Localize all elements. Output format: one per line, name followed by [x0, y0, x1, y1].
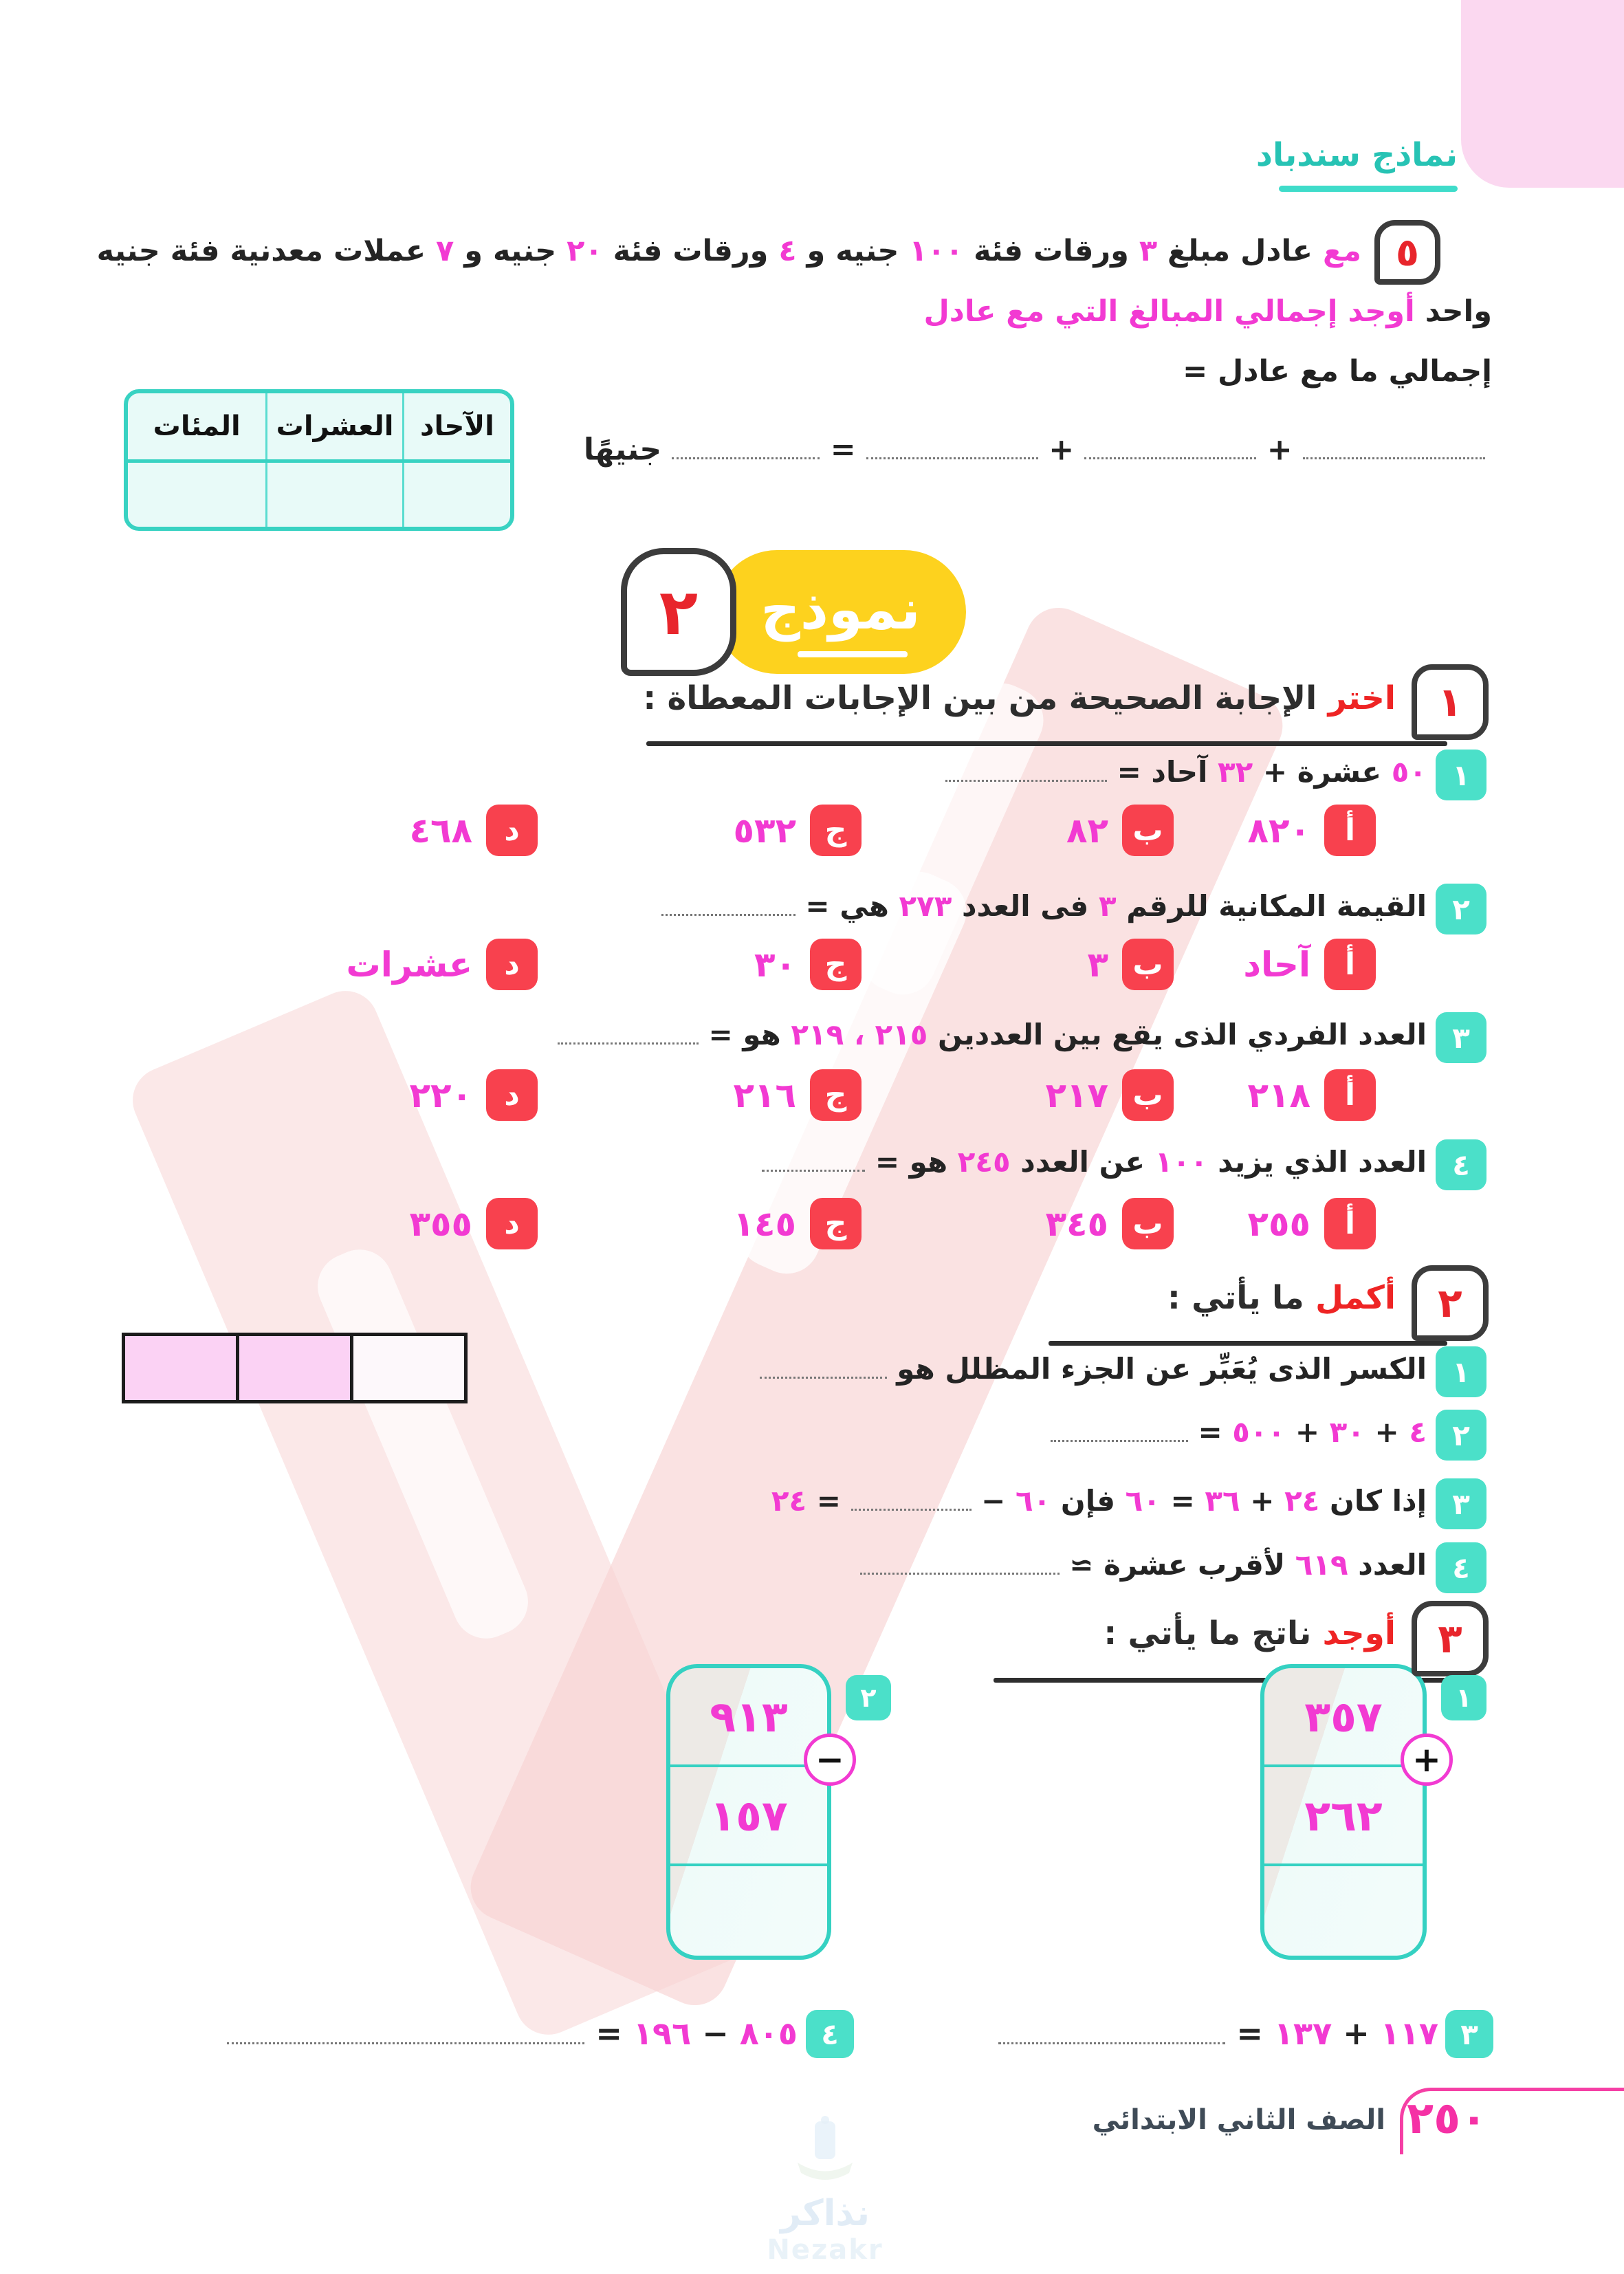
text-segment: +	[1285, 1415, 1330, 1449]
question-1-3-badge: ٣	[1436, 1012, 1486, 1063]
text-segment: ٣٠	[1329, 1415, 1365, 1449]
option-letter-badge[interactable]: د	[486, 1198, 538, 1249]
text-segment: ورقات فئة	[963, 234, 1139, 268]
question-1-4	[762, 1145, 1427, 1179]
text-segment: ٦١٩	[1295, 1548, 1348, 1582]
text-segment: =	[820, 432, 866, 468]
text-segment: −	[971, 1484, 1016, 1518]
text-segment: ورقات فئة	[602, 234, 779, 268]
option-value[interactable]: ٥٣٢	[733, 810, 796, 851]
question-2-3	[771, 1484, 1427, 1518]
text-segment: =	[1160, 1484, 1205, 1518]
option-1-2-a[interactable]	[1243, 939, 1376, 990]
question5-number-badge: ٥	[1374, 220, 1440, 285]
option-1-4-d[interactable]	[409, 1198, 538, 1249]
answer-blank[interactable]	[227, 2015, 584, 2044]
text-segment: جنيه و	[454, 234, 567, 268]
section2-underline	[1049, 1341, 1447, 1346]
option-value[interactable]: ٤٦٨	[409, 810, 472, 851]
option-value[interactable]: ٣٠	[754, 944, 796, 985]
option-value[interactable]: ٨٢٠	[1247, 810, 1310, 851]
subtraction-bottom-number: ١٥٧	[670, 1764, 827, 1863]
option-letter-badge[interactable]: ب	[1122, 939, 1174, 990]
fraction-cell-shaded	[125, 1336, 239, 1400]
option-value[interactable]: ٢٢٠	[409, 1075, 472, 1115]
option-letter-badge[interactable]: أ	[1324, 805, 1376, 856]
text-segment: +	[1038, 432, 1085, 468]
section1-underline	[646, 741, 1447, 746]
question-2-2	[1051, 1415, 1427, 1449]
option-letter-badge[interactable]: ج	[810, 805, 862, 856]
option-letter-badge[interactable]: ج	[810, 1198, 862, 1249]
question-1-2	[661, 889, 1427, 923]
question-1-4-badge: ٤	[1436, 1139, 1486, 1190]
section3-title-rest: ناتج ما يأتي :	[1104, 1615, 1323, 1652]
option-value[interactable]: عشرات	[346, 944, 472, 985]
question5-line2	[923, 294, 1492, 329]
text-segment: −	[691, 2015, 740, 2052]
text-segment: ٣	[1139, 234, 1158, 268]
text-segment: العدد	[1348, 1548, 1427, 1582]
answer-blank[interactable]	[998, 2015, 1225, 2044]
text-segment: العدد الفردي الذى يقع بين العددين	[928, 1018, 1427, 1051]
option-1-4-b[interactable]	[1045, 1198, 1174, 1249]
text-segment: ٢٤٥	[957, 1145, 1011, 1179]
publisher-name-latin: Nezakr	[767, 2234, 884, 2266]
text-segment: ٤	[778, 234, 797, 268]
text-segment: ٣٦	[1205, 1484, 1240, 1518]
publisher-watermark	[701, 2114, 949, 2266]
section1-title-keyword: اختر	[1328, 679, 1396, 717]
publisher-logo-icon	[701, 2114, 949, 2193]
place-value-table	[124, 389, 514, 531]
section3-number-badge: ٣	[1412, 1601, 1489, 1676]
answer-blank[interactable]	[672, 432, 820, 459]
text-segment: ٢٤	[1284, 1484, 1320, 1518]
option-value[interactable]: ٣٤٥	[1045, 1203, 1108, 1244]
option-1-2-b[interactable]	[1087, 939, 1174, 990]
addition-top-number: ٣٥٧	[1304, 1691, 1383, 1742]
text-segment: عن العدد	[1010, 1145, 1155, 1179]
option-value[interactable]: ٣٥٥	[409, 1203, 472, 1244]
header-hundreds: المئات	[153, 411, 241, 442]
operation-box1-badge: ١	[1441, 1675, 1486, 1720]
text-segment: =	[1225, 2015, 1274, 2052]
fraction-model	[122, 1333, 468, 1403]
option-1-4-c[interactable]	[733, 1198, 862, 1249]
question-1-2-badge: ٢	[1436, 884, 1486, 934]
answer-blank[interactable]	[1051, 1415, 1188, 1442]
model-number-badge: ٢	[621, 548, 736, 676]
option-letter-badge[interactable]: د	[486, 939, 538, 990]
corner-decoration	[1461, 0, 1624, 188]
text-segment: ٦٠	[1015, 1484, 1051, 1518]
text-segment: القيمة المكانية للرقم	[1116, 889, 1427, 923]
text-segment: ١٠٠	[909, 234, 964, 268]
answer-blank[interactable]	[661, 889, 795, 916]
text-segment: فى العدد	[952, 889, 1099, 923]
question5-equation	[584, 432, 1485, 467]
answer-blank[interactable]	[945, 755, 1107, 782]
question-2-1	[760, 1352, 1427, 1386]
option-letter-badge[interactable]: ب	[1122, 805, 1174, 856]
section2-number-badge: ٢	[1412, 1265, 1489, 1341]
vertical-subtraction-box	[666, 1664, 831, 1960]
publisher-name-arabic: نذاكر	[780, 2193, 870, 2234]
section1-title	[643, 679, 1396, 717]
option-1-1-b[interactable]	[1066, 805, 1174, 856]
answer-blank[interactable]	[1303, 432, 1485, 459]
addition-answer-cell[interactable]	[1264, 1863, 1423, 1960]
option-1-3-d[interactable]	[409, 1069, 538, 1121]
text-segment: ٧	[436, 234, 454, 268]
text-segment: =	[806, 1484, 851, 1518]
option-value[interactable]: آحاد	[1243, 944, 1310, 985]
place-value-header-row	[128, 393, 510, 463]
operation-box2-badge: ٢	[846, 1675, 891, 1720]
section3-title-keyword: أوجد	[1322, 1615, 1396, 1652]
section1-number-badge: ١	[1412, 664, 1489, 740]
text-segment: ٣	[1098, 889, 1117, 923]
vertical-addition-box	[1260, 1664, 1427, 1960]
option-letter-badge[interactable]: د	[486, 1069, 538, 1121]
text-segment: ٢١٥ ، ٢١٩	[791, 1018, 928, 1051]
text-segment: واحد	[1414, 294, 1492, 329]
section2-title-keyword: أكمل	[1315, 1279, 1396, 1317]
question-2-4-badge: ٤	[1436, 1542, 1486, 1593]
text-segment: ١٣٧	[1273, 2015, 1332, 2052]
answer-blank[interactable]	[760, 1352, 887, 1379]
text-segment: +	[1240, 1484, 1285, 1518]
text-segment: فإن	[1051, 1484, 1126, 1518]
model-banner	[715, 550, 966, 674]
series-title-underline	[1279, 186, 1458, 192]
text-segment: إذا كان	[1319, 1484, 1427, 1518]
question5-line3: إجمالي ما مع عادل =	[1183, 354, 1492, 389]
option-1-3-c[interactable]	[733, 1069, 862, 1121]
text-segment: +	[1364, 1415, 1409, 1449]
text-segment: جنيه و	[796, 234, 910, 268]
hundreds-answer-cell[interactable]	[128, 463, 265, 531]
text-segment: =	[584, 2015, 633, 2052]
option-1-4-a[interactable]	[1247, 1198, 1376, 1249]
option-value[interactable]: ٨٢	[1066, 810, 1108, 851]
model-banner-label: نموذج	[760, 577, 921, 642]
question-2-1-badge: ١	[1436, 1346, 1486, 1397]
text-segment: ٦٠	[1125, 1484, 1161, 1518]
text-segment: ١٩٦	[633, 2015, 692, 2052]
option-value[interactable]: ٢١٨	[1247, 1075, 1310, 1115]
text-segment: أوجد إجمالي المبالغ التي مع عادل	[923, 294, 1415, 329]
text-segment: +	[1256, 432, 1303, 468]
option-1-1-a[interactable]	[1247, 805, 1376, 856]
answer-blank[interactable]	[866, 432, 1038, 459]
answer-blank[interactable]	[860, 1548, 1060, 1575]
question-3-4-badge: ٤	[806, 2010, 854, 2058]
section2-title-rest: ما يأتي :	[1167, 1279, 1316, 1317]
option-letter-badge[interactable]: د	[486, 805, 538, 856]
option-1-3-a[interactable]	[1247, 1069, 1376, 1121]
section1-title-rest: الإجابة الصحيحة من بين الإجابات المعطاة :	[643, 679, 1328, 717]
place-value-answer-row	[128, 463, 510, 531]
option-1-1-d[interactable]	[409, 805, 538, 856]
fraction-cell-shaded	[239, 1336, 353, 1400]
subtraction-top-number: ٩١٣	[710, 1691, 788, 1742]
option-value[interactable]: ١٤٥	[733, 1203, 796, 1244]
grade-label: الصف الثاني الابتدائي	[1092, 2104, 1385, 2136]
text-segment: مع	[1313, 234, 1361, 268]
header-ones: الآحاد	[402, 393, 510, 459]
option-letter-badge[interactable]: أ	[1324, 939, 1376, 990]
text-segment: ٢٤	[771, 1484, 807, 1518]
answer-blank[interactable]	[558, 1018, 699, 1045]
question-2-4	[860, 1548, 1427, 1582]
question-3-3-badge: ٣	[1445, 2010, 1493, 2058]
text-segment: جنيهًا	[583, 432, 672, 468]
text-segment: الكسر الذى يُعَبِّر عن الجزء المظلل هو	[886, 1352, 1427, 1386]
text-segment: عادل مبلغ	[1157, 234, 1313, 268]
question-2-2-badge: ٢	[1436, 1410, 1486, 1461]
text-segment: العدد الذي يزيد	[1207, 1145, 1427, 1179]
text-segment: +	[1332, 2015, 1381, 2052]
question-3-3	[998, 2015, 1438, 2052]
text-segment: هي =	[795, 889, 899, 923]
text-segment: هو =	[865, 1145, 958, 1179]
question-1-3	[558, 1018, 1427, 1051]
text-segment: ٤	[1409, 1415, 1427, 1449]
series-title: نماذج سندباد	[1255, 136, 1458, 174]
option-value[interactable]: ٢١٦	[733, 1075, 796, 1115]
answer-blank[interactable]	[851, 1484, 972, 1511]
text-segment: ٢٠	[567, 234, 603, 268]
fraction-cell-empty	[353, 1336, 464, 1400]
subtraction-answer-cell[interactable]	[670, 1863, 827, 1960]
option-value[interactable]: ٢٥٥	[1247, 1203, 1310, 1244]
minus-icon: −	[804, 1734, 856, 1786]
option-letter-badge[interactable]: ب	[1122, 1198, 1174, 1249]
addition-bottom-number: ٢٦٢	[1264, 1764, 1423, 1863]
text-segment: ٥٠	[1391, 755, 1427, 789]
option-1-1-c[interactable]	[733, 805, 862, 856]
text-segment: عشرة +	[1253, 755, 1392, 789]
header-tens: العشرات	[265, 393, 402, 459]
tens-answer-cell[interactable]	[265, 463, 402, 531]
option-1-2-d[interactable]	[346, 939, 538, 990]
model-banner-underline	[798, 651, 908, 657]
text-segment: ٨٠٥	[739, 2015, 798, 2052]
text-segment: =	[1187, 1415, 1233, 1449]
ones-answer-cell[interactable]	[402, 463, 510, 531]
question-2-3-badge: ٣	[1436, 1478, 1486, 1529]
answer-blank[interactable]	[762, 1145, 865, 1172]
plus-icon: +	[1401, 1734, 1453, 1786]
question-1-1	[945, 755, 1427, 789]
question5-line1	[97, 234, 1361, 268]
option-1-2-c[interactable]	[754, 939, 862, 990]
option-value[interactable]: ٢١٧	[1045, 1075, 1108, 1115]
text-segment: هو =	[698, 1018, 791, 1051]
text-segment: ٢٧٣	[899, 889, 952, 923]
page-number: ٢٥٠	[1407, 2093, 1488, 2144]
text-segment: ٥٠٠	[1232, 1415, 1286, 1449]
answer-blank[interactable]	[1084, 432, 1256, 459]
text-segment: آحاد =	[1106, 755, 1218, 789]
text-segment: ١٠٠	[1154, 1145, 1208, 1179]
option-letter-badge[interactable]: ج	[810, 939, 862, 990]
option-letter-badge[interactable]: ج	[810, 1069, 862, 1121]
section3-title	[1104, 1615, 1396, 1652]
section2-title	[1167, 1279, 1396, 1317]
option-letter-badge[interactable]: أ	[1324, 1198, 1376, 1249]
option-value[interactable]: ٣	[1087, 944, 1108, 985]
text-segment: عملات معدنية فئة جنيه	[96, 234, 437, 268]
option-1-3-b[interactable]	[1045, 1069, 1174, 1121]
question-3-4	[227, 2015, 798, 2052]
question-1-1-badge: ١	[1436, 750, 1486, 800]
text-segment: ٣٢	[1218, 755, 1253, 789]
option-letter-badge[interactable]: ب	[1122, 1069, 1174, 1121]
text-segment: ١١٧	[1380, 2015, 1438, 2052]
option-letter-badge[interactable]: أ	[1324, 1069, 1376, 1121]
text-segment: لأقرب عشرة ≃	[1059, 1548, 1295, 1582]
